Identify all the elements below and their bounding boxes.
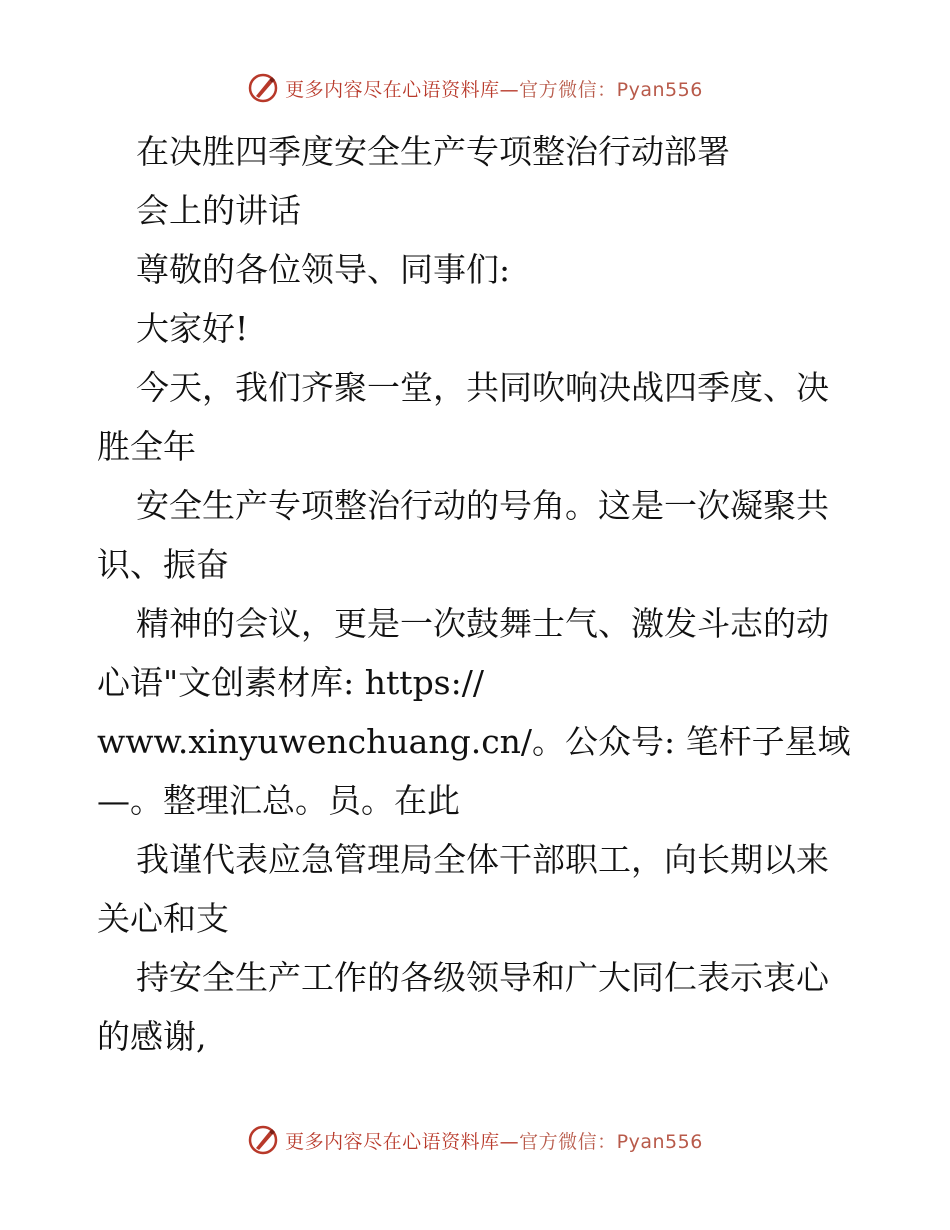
pen-logo-icon [247,72,279,104]
paragraph-line: www.xinyuwenchuang.cn/。公众号: 笔杆子星域 [97,722,851,761]
paragraph-line: 胜全年 [97,427,196,466]
footer-watermark-text: 更多内容尽在心语资料库—官方微信：Pyan556 [285,1130,703,1153]
document-body [97,122,867,1066]
greeting: 大家好! [136,309,249,348]
header-watermark [0,68,950,108]
paragraph-line: 持安全生产工作的各级领导和广大同仁表示衷心 [136,958,829,997]
salutation: 尊敬的各位领导、同事们: [136,250,511,289]
paragraph-line: 今天，我们齐聚一堂，共同吹响决战四季度、决 [136,368,829,407]
paragraph-line: 我谨代表应急管理局全体干部职工，向长期以来 [136,840,829,879]
paragraph-line: 精神的会议，更是一次鼓舞士气、激发斗志的动 [136,604,829,643]
header-watermark-text: 更多内容尽在心语资料库—官方微信：Pyan556 [285,78,703,101]
title-line-2: 会上的讲话 [136,191,301,230]
pen-logo-icon [247,1124,279,1156]
paragraph-line: 识、振奋 [97,545,229,584]
paragraph-line: 安全生产专项整治行动的号角。这是一次凝聚共 [136,486,829,525]
paragraph-line: 关心和支 [97,899,229,938]
paragraph-line: 的感谢, [97,1017,207,1056]
paragraph-line: 心语"文创素材库: https:// [97,663,484,702]
footer-watermark [0,1120,950,1160]
paragraph-line: —。整理汇总。员。在此 [97,781,460,820]
title-line-1: 在决胜四季度安全生产专项整治行动部署 [136,132,730,171]
